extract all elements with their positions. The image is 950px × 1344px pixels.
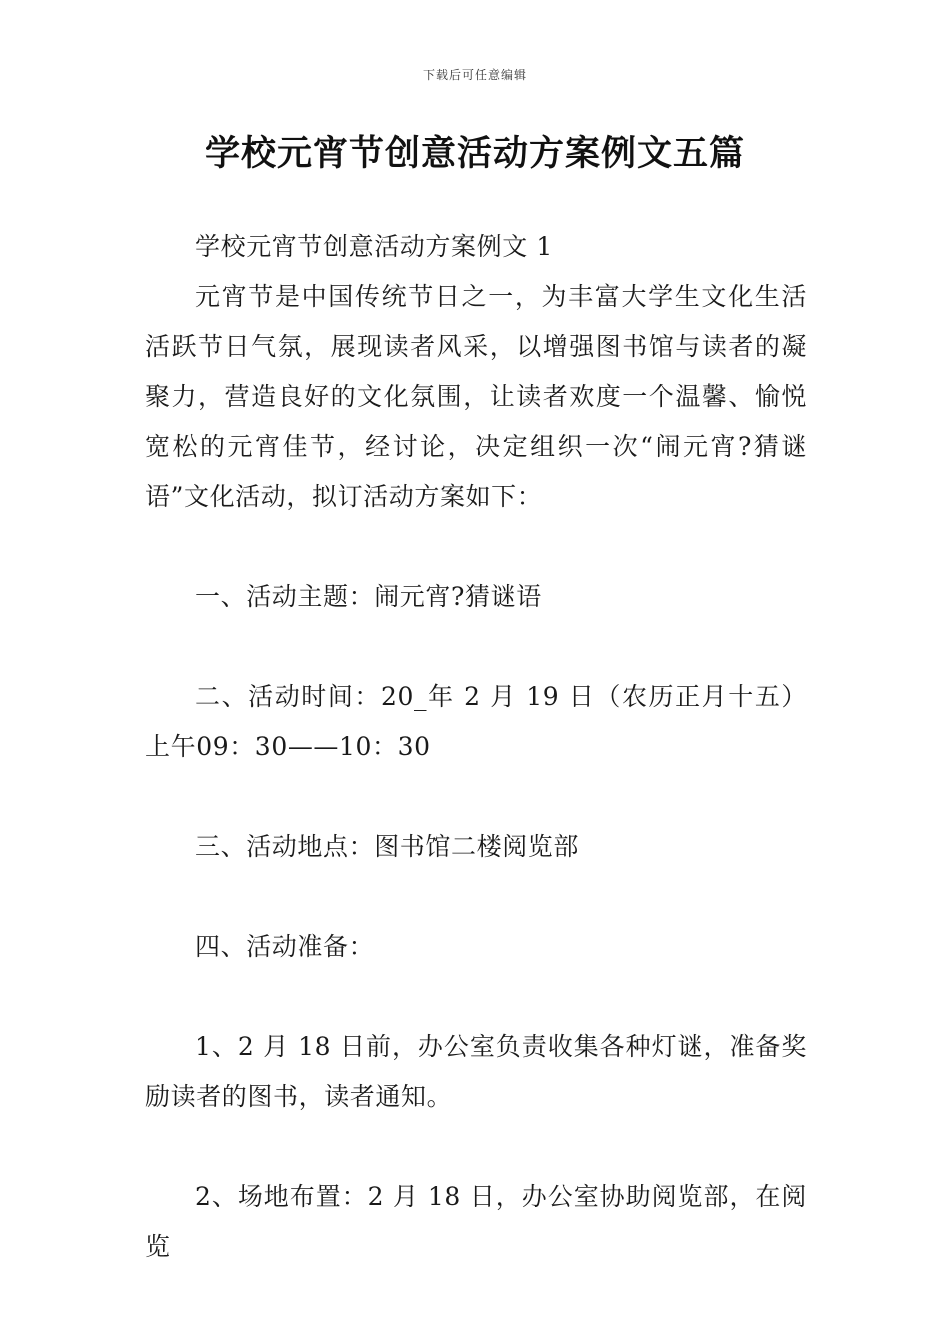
header-note: 下载后可任意编辑 — [422, 68, 527, 82]
paragraph-gap — [145, 972, 807, 1022]
paragraph-gap — [145, 1122, 807, 1172]
paragraph-theme: 一、活动主题：闹元宵?猜谜语 — [195, 582, 542, 611]
document-body — [145, 222, 807, 1272]
paragraph-gap — [145, 522, 807, 572]
paragraph-preparation: 四、活动准备： — [195, 932, 375, 961]
paragraph-gap — [145, 872, 807, 922]
paragraph-location: 三、活动地点：图书馆二楼阅览部 — [195, 832, 580, 861]
paragraph-time: 二、活动时间：20_年 2 月 19 日（农历正月十五）上午09：30——10：30 — [145, 682, 807, 761]
document-title: 学校元宵节创意活动方案例文五篇 — [204, 134, 745, 174]
paragraph-item-2: 2、场地布置：2 月 18 日，办公室协助阅览部，在阅览 — [145, 1182, 807, 1261]
paragraph-intro: 元宵节是中国传统节日之一，为丰富大学生文化生活活跃节日气氛，展现读者风采，以增强图书馆与读者的凝聚力，营造良好的文化氛围，让读者欢度一个温馨、愉悦宽松的元宵佳节，经讨论，决定组织一次“闹元宵?猜谜语”文化活动，拟订活动方案如下： — [145, 282, 807, 511]
paragraph-gap — [145, 772, 807, 822]
paragraph-gap — [145, 622, 807, 672]
paragraph-item-1: 1、2 月 18 日前，办公室负责收集各种灯谜，准备奖励读者的图书，读者通知。 — [145, 1032, 807, 1111]
section-heading: 学校元宵节创意活动方案例文 1 — [195, 232, 553, 261]
